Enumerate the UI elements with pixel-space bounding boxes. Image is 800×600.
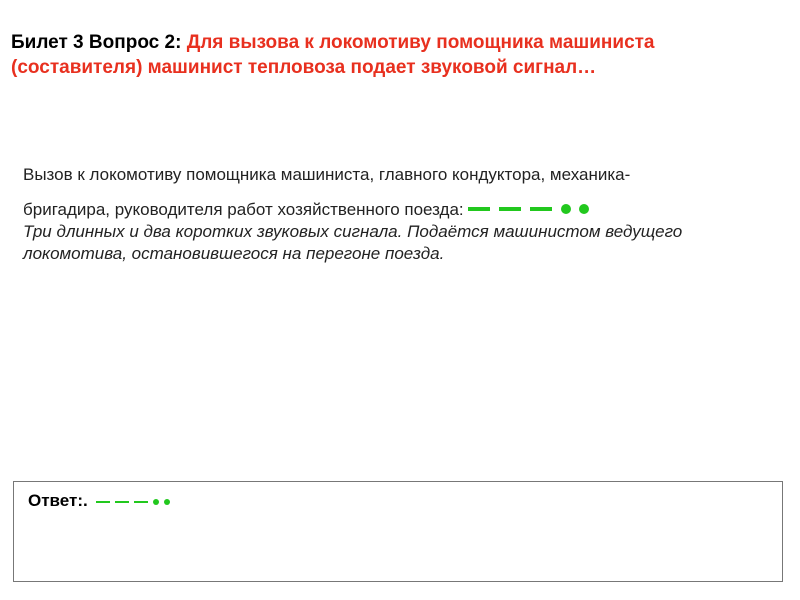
explanation-line-2-wrap bbox=[23, 197, 783, 221]
answer-label: Ответ:. bbox=[28, 491, 88, 510]
explanation-italic: Три длинных и два коротких звуковых сигнала. Подаётся машинистом ведущего локомотива, остановившегося на перегоне поезда. bbox=[23, 222, 683, 263]
short-signal-dot bbox=[153, 499, 159, 505]
short-signal-dot bbox=[579, 204, 589, 214]
question-title bbox=[11, 30, 781, 80]
long-signal-dash bbox=[96, 501, 110, 503]
short-signal-dot bbox=[164, 499, 170, 505]
signal-pattern bbox=[468, 195, 597, 220]
answer-box bbox=[13, 481, 783, 582]
explanation-block bbox=[23, 164, 783, 265]
question-label: Вопрос 2: bbox=[88, 32, 182, 53]
answer-label-wrap bbox=[28, 491, 175, 512]
long-signal-dash bbox=[499, 207, 521, 211]
short-signal-dot bbox=[561, 204, 571, 214]
explanation-line-2: бригадира, руководителя работ хозяйственного поезда: bbox=[23, 200, 464, 219]
long-signal-dash bbox=[134, 501, 148, 503]
answer-signal-pattern bbox=[96, 492, 175, 512]
question-text: Для вызова к локомотиву помощника машиниста (составителя) машинист тепловоза подает звуковой сигнал… bbox=[11, 32, 655, 78]
long-signal-dash bbox=[115, 501, 129, 503]
explanation-line-1: Вызов к локомотиву помощника машиниста, главного кондуктора, механика- bbox=[23, 165, 631, 184]
ticket-number: Билет 3 bbox=[11, 32, 84, 53]
long-signal-dash bbox=[468, 207, 490, 211]
long-signal-dash bbox=[530, 207, 552, 211]
